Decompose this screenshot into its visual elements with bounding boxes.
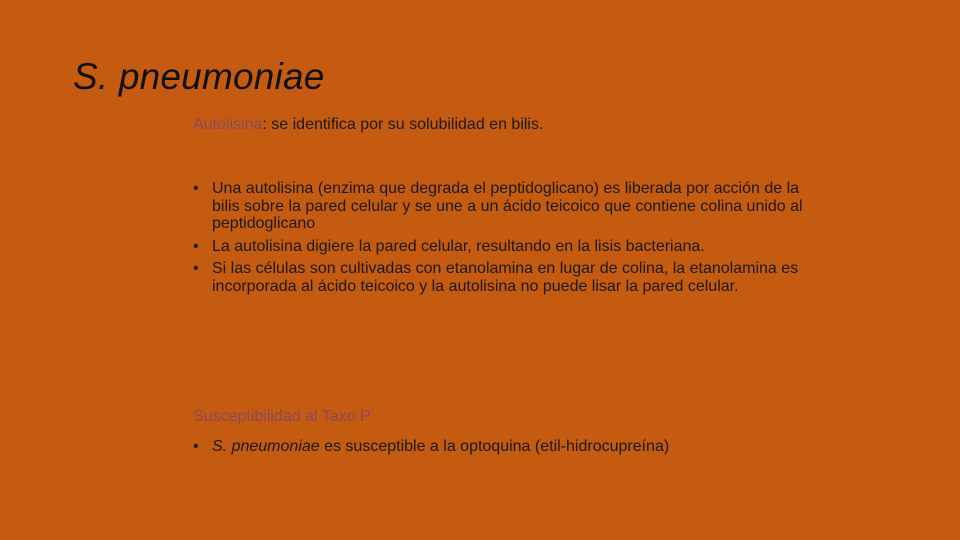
bullet-icon: • bbox=[193, 260, 199, 277]
bullet-icon: • bbox=[193, 237, 199, 255]
autolisina-label: Autolisina bbox=[193, 116, 263, 133]
bullet-text: Una autolisina (enzima que degrada el peptidoglicano) es liberada por acción de la bilis sobre la pared celular y se une a un ácido teicoico que contiene colina unido al peptidoglicano bbox=[212, 180, 803, 232]
bullet-icon: • bbox=[193, 438, 199, 455]
species-name: S. pneumoniae bbox=[212, 438, 320, 455]
list-item bbox=[193, 238, 813, 256]
bullet-text: Si las células son cultivadas con etanolamina en lugar de colina, la etanolamina es incorporada al ácido teicoico y la autolisina no puede lisar la pared celular. bbox=[212, 260, 799, 295]
list-item bbox=[193, 438, 813, 456]
bullet-icon: • bbox=[193, 180, 199, 197]
list-item bbox=[193, 180, 813, 233]
autolisina-bullet-list bbox=[193, 180, 813, 300]
autolisina-text: : se identifica por su solubilidad en bilis. bbox=[262, 116, 544, 133]
bullet-text: es susceptible a la optoquina (etil-hidrocupreína) bbox=[319, 438, 670, 455]
bullet-text: La autolisina digiere la pared celular, resultando en la lisis bacteriana. bbox=[212, 237, 705, 255]
taxo-label: Susceptibilidad al Taxo P bbox=[193, 408, 371, 425]
taxo-heading bbox=[193, 408, 371, 426]
autolisina-heading bbox=[193, 116, 543, 134]
list-item bbox=[193, 260, 813, 295]
taxo-bullet-list bbox=[193, 438, 813, 461]
slide-title: S. pneumoniae bbox=[73, 56, 325, 97]
